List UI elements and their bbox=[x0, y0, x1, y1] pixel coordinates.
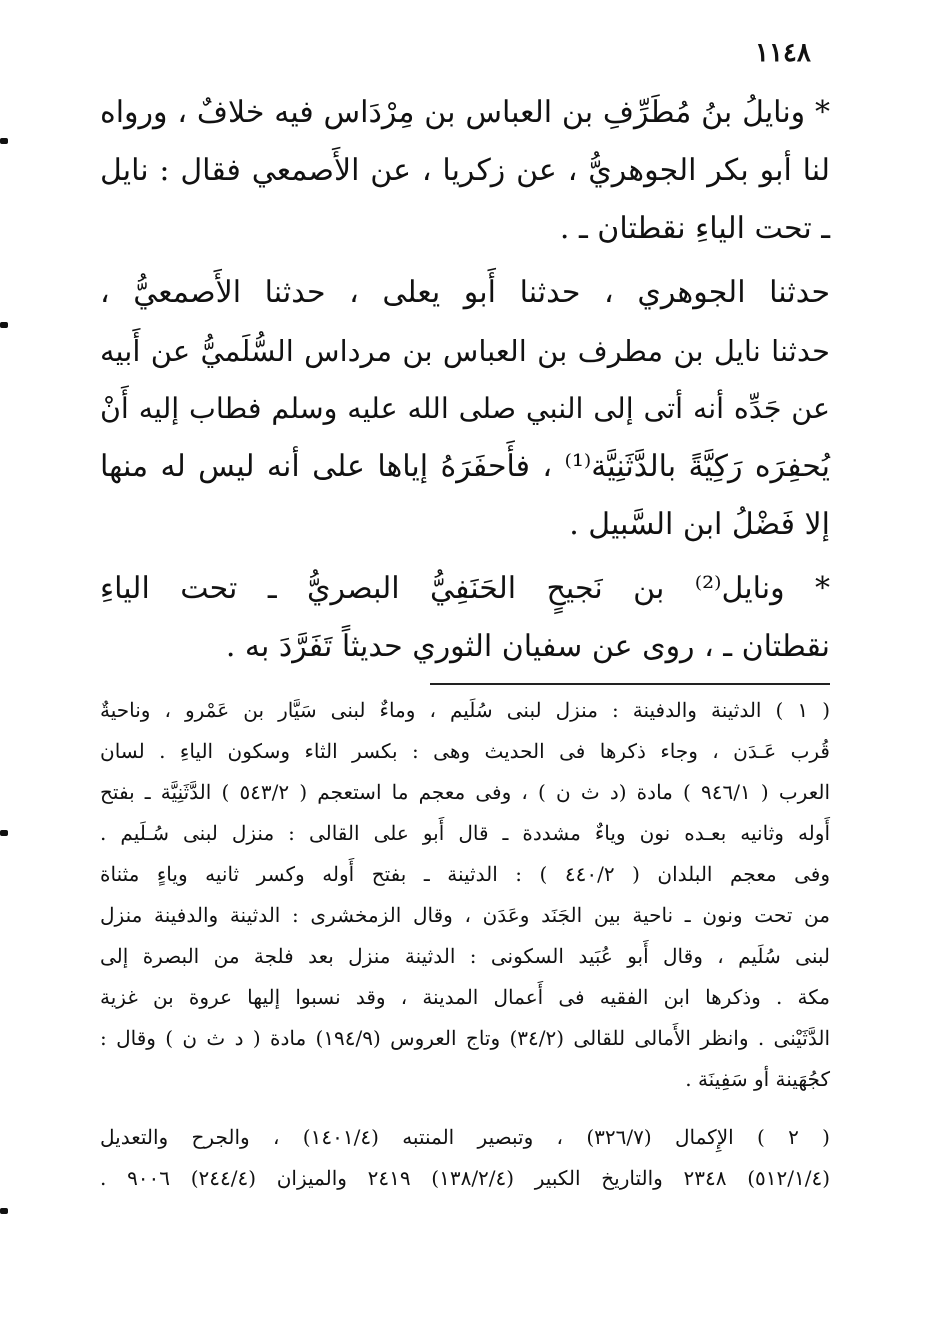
main-text bbox=[100, 84, 830, 676]
paragraph-2 bbox=[100, 264, 830, 554]
footnote-separator bbox=[430, 683, 830, 685]
footnote-line: كجُهَينة أو سَفِينَة . bbox=[685, 1067, 830, 1091]
text-line: ـ تحت الياءِ نقطتان ـ . bbox=[559, 211, 830, 246]
footnote-line: ( ٢ ) الإِكمال (٣٢٦/٧) ، وتبصير المنتبه (١٤٠١/٤) ، والجرح والتعديل bbox=[100, 1125, 830, 1149]
footnote-line: العرب ( ٩٤٦/١ ) مادة (د ث ن ) ، وفى معجم ما استعجم ( ٥٤٣/٢ ) الدَّثَنِيَّة ـ بفتح bbox=[100, 780, 831, 804]
text-line: عن جَدِّه أنه أتى إلى النبي صلى الله عليه وسلم فطاب إليه أَنْ bbox=[100, 392, 830, 425]
footnote-2 bbox=[100, 1117, 830, 1199]
text-line: حدثنا الجوهري ، حدثنا أَبو يعلى ، حدثنا الأَصمعيُّ ، bbox=[100, 275, 830, 310]
footnote-gap bbox=[100, 1100, 830, 1117]
paragraph-1 bbox=[100, 84, 830, 258]
scan-edge-mark bbox=[0, 1208, 8, 1214]
footnote-line: مكة . وذكرها ابن الفقيه فى أَعمال المدينة ، وقد نسبوا إليها عروة بن غزية bbox=[100, 985, 830, 1009]
text-line: * ونايل⁽²⁾ بن نَجيحٍ الحَنَفِيُّ البصريُّ ـ تحت الياءِ bbox=[100, 571, 830, 606]
text-line: إلا فَضْلُ ابن السَّبيل . bbox=[569, 507, 830, 542]
footnote-line: وفى معجم البلدان ( ٤٤٠/٢ ) : الدثينة ـ بفتح أَوله وكسر ثانيه وياءٍ مثناة bbox=[100, 862, 830, 886]
scan-edge-mark bbox=[0, 322, 8, 328]
footnote-line: قُرب عَـدَن ، وجاء ذكرها فى الحديث وهى : بكسر الثاء وسكون الياءِ . لسان bbox=[100, 739, 830, 763]
paragraph-3 bbox=[100, 560, 830, 676]
scan-edge-mark bbox=[0, 138, 8, 144]
text-line: نقطتان ـ ، روى عن سفيان الثوري حديثاً تَفَرَّدَ به . bbox=[225, 629, 830, 664]
scan-edge-mark bbox=[0, 830, 8, 836]
text-line: يُحفِرَه رَكِيَّةً بالدَّثَنِيَّة⁽¹⁾ ، فأَحفَرَهُ إياها على أنه ليس له منها bbox=[100, 449, 830, 484]
footnote-line: ( ١ ) الدثينة والدفينة : منزل لبنى سُلَيم ، وماءٌ لبنى سَيَّار بن عَمْرو ، وناحيةٌ bbox=[100, 698, 830, 722]
text-line: لنا أبو بكر الجوهريُّ ، عن زكريا ، عن الأَصمعي فقال : نايل bbox=[100, 153, 830, 188]
footnote-line: من تحت ونون ـ ناحية بين الجَنَد وعَدَن ، وقال الزمخشرى : الدثينة والدفينة منزل bbox=[100, 903, 830, 927]
footnote-line: (٥١٢/١/٤) ٢٣٤٨ والتاريخ الكبير (١٣٨/٢/٤) ٢٤١٩ والميزان (٢٤٤/٤) ٩٠٠٦ . bbox=[100, 1166, 830, 1190]
footnote-line: الدَّثَيْنى . وانظر الأَمالى للقالى (٣٤/٢) وتاج العروس (١٩٤/٩) مادة ( د ث ن ) وقال : bbox=[100, 1026, 831, 1050]
text-line: * ونايلُ بنُ مُطَرِّفِ بن العباس بن مِرْدَاس فيه خلافٌ ، ورواه bbox=[100, 95, 830, 130]
footnote-line: لبنى سُلَيم ، وقال أَبو عُبَيد السكونى : الدثينة منزل بعد فلجة من البصرة إلى bbox=[100, 944, 830, 968]
page-number: ١١٤٨ bbox=[755, 38, 811, 68]
footnotes bbox=[100, 690, 830, 1199]
text-line: حدثنا نايل بن مطرف بن العباس بن مرداس السُّلَميُّ عن أَبيه bbox=[100, 334, 830, 368]
footnote-1 bbox=[100, 690, 830, 1100]
footnote-line: أَوله وثانيه بعـده نون وياءٌ مشددة ـ قال أَبو على القالى : منزل لبنى سُـلَيم . bbox=[100, 821, 830, 845]
